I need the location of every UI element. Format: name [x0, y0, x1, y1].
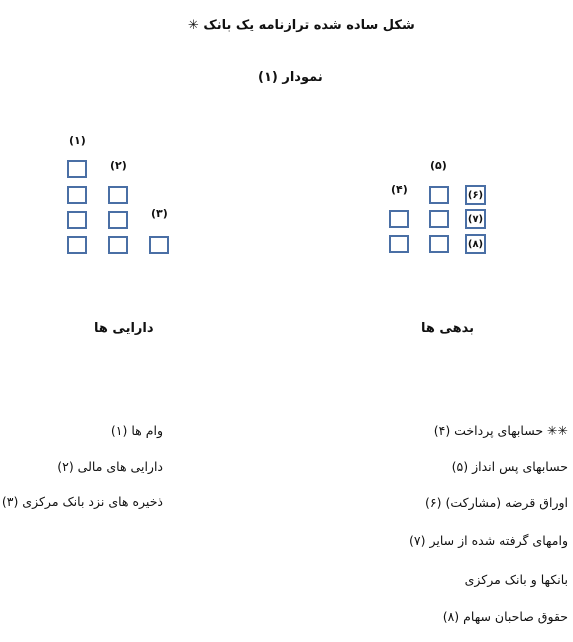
liabilities-label: بدهی ها — [421, 321, 474, 336]
liabilities-legend-item: حسابهای پس انداز (۵) — [451, 459, 568, 474]
liabilities-legend-item: اوراق قرضه (مشارکت) (۶) — [425, 495, 568, 510]
asset-block — [108, 211, 128, 229]
liability-box-6: (۶) — [465, 185, 486, 205]
asset-block — [108, 186, 128, 204]
liabilities-legend-item: وامهای گرفته شده از سایر (۷) — [409, 533, 568, 548]
liability-box-8: (۸) — [465, 234, 486, 254]
assets-column-label-3: (۳) — [151, 207, 168, 220]
assets-column-label-2: (۲) — [110, 159, 127, 172]
assets-column-label-1: (۱) — [69, 134, 86, 147]
liabilities-legend-item: حقوق صاحبان سهام (۸) — [442, 609, 568, 624]
asset-block — [67, 186, 87, 204]
asset-block — [67, 211, 87, 229]
assets-legend-item: ذخیره های نزد بانک مرکزی (۳) — [1, 494, 163, 509]
liabilities-column-label-4: (۴) — [391, 183, 408, 196]
liabilities-column-label-5: (۵) — [430, 159, 447, 172]
assets-label: دارایی ها — [94, 321, 154, 336]
page-title: شکل ساده شده ترازنامه یک بانک ✳ — [188, 18, 415, 33]
liabilities-legend-item: ✳✳ حسابهای پرداخت (۴) — [433, 423, 568, 438]
figure-caption: نمودار (۱) — [258, 70, 323, 85]
liability-block — [429, 186, 449, 204]
liability-box-7: (۷) — [465, 209, 486, 229]
assets-legend-item: وام ها (۱) — [110, 423, 163, 438]
asset-block — [67, 160, 87, 178]
liability-block — [389, 235, 409, 253]
liabilities-legend-item: بانکها و بانک مرکزی — [464, 572, 568, 587]
assets-legend-item: دارایی های مالی (۲) — [57, 459, 163, 474]
liability-block — [429, 210, 449, 228]
liability-block — [429, 235, 449, 253]
asset-block — [108, 236, 128, 254]
asset-block — [149, 236, 169, 254]
asset-block — [67, 236, 87, 254]
liability-block — [389, 210, 409, 228]
